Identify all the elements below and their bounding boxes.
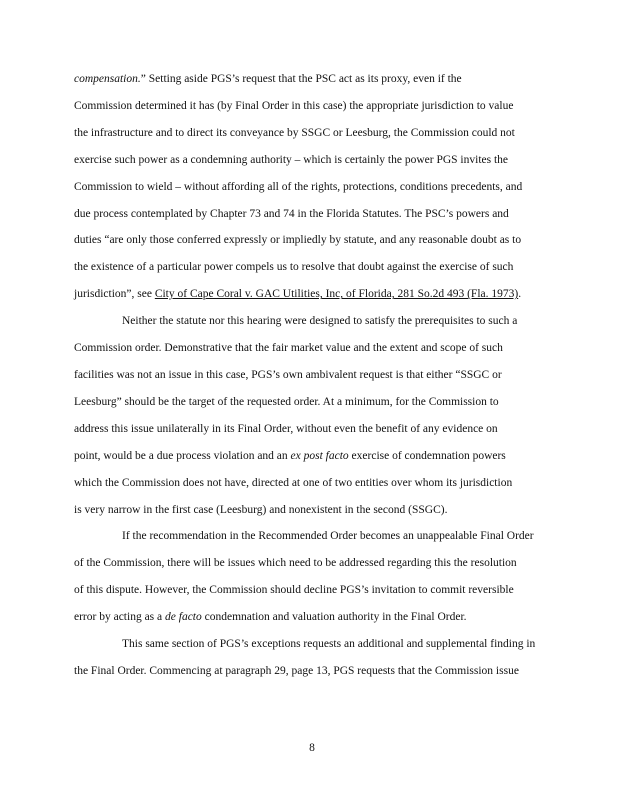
text-segment: If the recommendation in the Recommended Order becomes an unappealable Final Order: [122, 530, 534, 543]
text-line: [74, 362, 554, 389]
text-segment: due process contemplated by Chapter 73 and 74 in the Florida Statutes. The PSC’s powers and: [74, 207, 509, 220]
text-line: [74, 93, 554, 120]
text-segment: exercise such power as a condemning authority – which is certainly the power PGS invites the: [74, 153, 509, 166]
italic-text: compensation.: [74, 73, 141, 85]
text-line: [74, 174, 554, 201]
page-number: 8: [309, 742, 315, 754]
text-segment: of this dispute. However, the Commission should decline PGS’s invitation to commit reversible: [74, 584, 514, 597]
text-segment: is very narrow in the first case (Leesburg) and nonexistent in the second (SSGC).: [74, 503, 448, 516]
text-segment: the infrastructure and to direct its conveyance by SSGC or Leesburg, the Commission could not: [74, 126, 515, 139]
text-segment: This same section of PGS’s exceptions requests an additional and supplemental finding in: [122, 638, 536, 651]
text-segment: which the Commission does not have, directed at one of two entities over whom its jurisdiction: [74, 476, 513, 489]
text-line: [74, 443, 554, 470]
text-line: [74, 66, 554, 93]
text-segment: ” Setting aside PGS’s request that the PSC act as its proxy, even if the: [140, 73, 462, 85]
text-segment: the Final Order. Commencing at paragraph 29, page 13, PGS requests that the Commission issue: [74, 664, 519, 677]
text-line: [74, 227, 554, 254]
text-line: [74, 120, 554, 147]
text-segment: jurisdiction”, see: [74, 288, 155, 301]
text-segment: Leesburg” should be the target of the requested order. At a minimum, for the Commission to: [74, 395, 499, 408]
text-segment: Commission determined it has (by Final Order in this case) the appropriate jurisdiction to value: [74, 99, 514, 112]
text-line: [74, 389, 554, 416]
body-text: [74, 66, 554, 685]
text-line: [74, 254, 554, 281]
text-segment: of the Commission, there will be issues which need to be addressed regarding this the resolution: [74, 557, 517, 570]
text-segment: Commission to wield – without affording all of the rights, protections, conditions precedents, and: [74, 180, 523, 193]
text-segment: address this issue unilaterally in its Final Order, without even the benefit of any evidence on: [74, 422, 498, 435]
text-line: [74, 577, 554, 604]
text-line: [74, 604, 554, 631]
text-segment: exercise of condemnation powers: [348, 449, 506, 462]
text-line: [74, 497, 554, 524]
text-segment: .: [518, 288, 522, 301]
text-line: [74, 631, 554, 658]
text-line: [74, 416, 554, 443]
text-line: [74, 550, 554, 577]
italic-text: ex post facto: [290, 449, 349, 462]
text-line: [74, 281, 554, 308]
text-line: [74, 523, 554, 550]
text-line: [74, 335, 554, 362]
text-line: [74, 470, 554, 497]
case-citation: City of Cape Coral v. GAC Utilities, Inc, of Florida, 281 So.2d 493 (Fla. 1973): [154, 288, 519, 301]
italic-text: de facto: [165, 611, 202, 624]
text-segment: condemnation and valuation authority in the Final Order.: [201, 611, 467, 624]
text-segment: Commission order. Demonstrative that the fair market value and the extent and scope of such: [74, 342, 503, 355]
text-line: [74, 658, 554, 685]
text-line: [74, 308, 554, 335]
text-line: [74, 147, 554, 174]
text-segment: Neither the statute nor this hearing were designed to satisfy the prerequisites to such a: [122, 315, 518, 328]
text-segment: point, would be a due process violation and an: [74, 449, 291, 462]
text-line: [74, 201, 554, 228]
text-segment: facilities was not an issue in this case, PGS’s own ambivalent request is that either “SSGC or: [74, 368, 502, 381]
text-segment: duties “are only those conferred expressly or impliedly by statute, and any reasonable doubt as to: [74, 234, 522, 247]
text-segment: error by acting as a: [74, 611, 166, 624]
text-segment: the existence of a particular power compels us to resolve that doubt against the exercise of such: [74, 261, 514, 274]
